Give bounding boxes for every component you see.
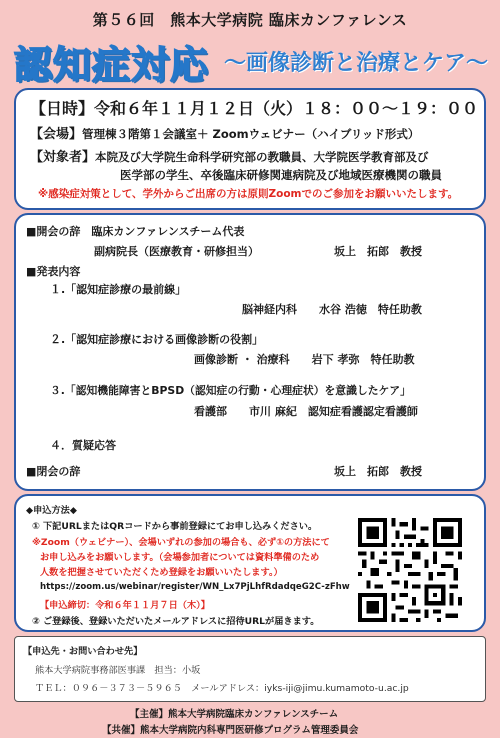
registration-qr-code[interactable]	[358, 518, 462, 622]
talks-header: ■発表内容	[26, 265, 81, 278]
opening-title: ■開会の辞 臨床カンファレンスチーム代表	[26, 225, 245, 238]
page-subtitle: ～画像診断と治療とケア～	[224, 51, 489, 76]
apply-header: ◆申込方法◆	[26, 505, 77, 516]
venue-key: 【会場】	[30, 127, 83, 142]
target-value-2: 医学部の学生、卒後臨床研修関連病院及び地域医療機関の職員	[120, 168, 442, 182]
page-title: 認知症対応	[14, 43, 210, 87]
apply-zoom-note-2: お申し込みをお願いします。（会場参加者については資料準備のため	[40, 552, 320, 563]
event-date: 【日時】令和６年１１月１２日（火）１８：００～１９：００	[30, 99, 479, 118]
contact-box	[14, 636, 486, 702]
closing-title: ■閉会の辞	[26, 465, 81, 478]
talk3-title: ３.「認知機能障害とBPSD（認知症の行動・心理症状）を意識したケア」	[50, 384, 411, 397]
contact-header: 【申込先・お問い合わせ先】	[23, 646, 143, 657]
contact-tel-email[interactable]: ＴＥＬ：０９６－３７３－５９６５ メールアドレス：iyks-iji@jimu.kumamoto-u.ac.jp	[35, 683, 409, 694]
closing-person: 坂上 拓郎 教授	[334, 465, 422, 478]
target-key: 【対象者】	[30, 150, 96, 165]
host-line: 【主催】熊本大学病院臨床カンファレンスチーム	[130, 709, 339, 720]
target-line	[30, 146, 429, 165]
venue-value: 管理棟３階第１会議室＋ Zoomウェビナー（ハイブリッド形式）	[82, 127, 420, 141]
apply-zoom-note: ※Zoom（ウェビナー）、会場いずれの参加の場合も、必ず①の方法にて	[32, 537, 330, 548]
title-block	[14, 34, 494, 86]
registration-url[interactable]: https://zoom.us/webinar/register/WN_Lx7PjLhfRdadqeG2C-zFhw	[40, 582, 350, 592]
talk1-speaker: 脳神経内科 水谷 浩徳 特任助教	[242, 303, 422, 316]
conference-header: 第５６回 熊本大学病院 臨床カンファレンス	[92, 11, 408, 29]
venue-line	[30, 123, 419, 142]
infection-notice: ※感染症対策として、学外からご出席の方は原則Zoomでのご参加をお願いいたします。	[38, 188, 459, 200]
cohost-line: 【共催】熊本大学病院内科専門医研修プログラム管理委員会	[102, 725, 359, 736]
talk3-speaker: 看護部 市川 麻紀 認知症看護認定看護師	[194, 405, 418, 418]
application-box	[14, 494, 486, 632]
apply-step2: ② ご登録後、登録いただいたメールアドレスに招待URLが届きます。	[32, 616, 320, 627]
event-info-box	[14, 88, 486, 210]
talk4-title: ４．質疑応答	[50, 439, 116, 452]
opening-role: 副病院長（医療教育・研修担当）	[94, 245, 259, 258]
contact-org: 熊本大学病院事務部医事課 担当：小坂	[35, 665, 201, 676]
target-value-1: 本院及び大学院生命科学研究部の教職員、大学院医学教育部及び	[95, 150, 429, 164]
apply-zoom-note-3: 人数を把握させていただくため登録をお願いいたします。）	[40, 567, 283, 578]
opening-person: 坂上 拓郎 教授	[334, 245, 422, 258]
apply-deadline: 【申込締切：令和６年１１月７日（木）】	[40, 600, 210, 611]
talk2-speaker: 画像診断 ・ 治療科 岩下 孝弥 特任助教	[194, 353, 415, 366]
apply-step1: ① 下記URLまたはQRコードから事前登録にてお申し込みください。	[32, 521, 318, 532]
talk2-title: ２.「認知症診療における画像診断の役割」	[50, 333, 264, 346]
program-box	[14, 213, 486, 491]
talk1-title: １.「認知症診療の最前線」	[50, 283, 187, 296]
